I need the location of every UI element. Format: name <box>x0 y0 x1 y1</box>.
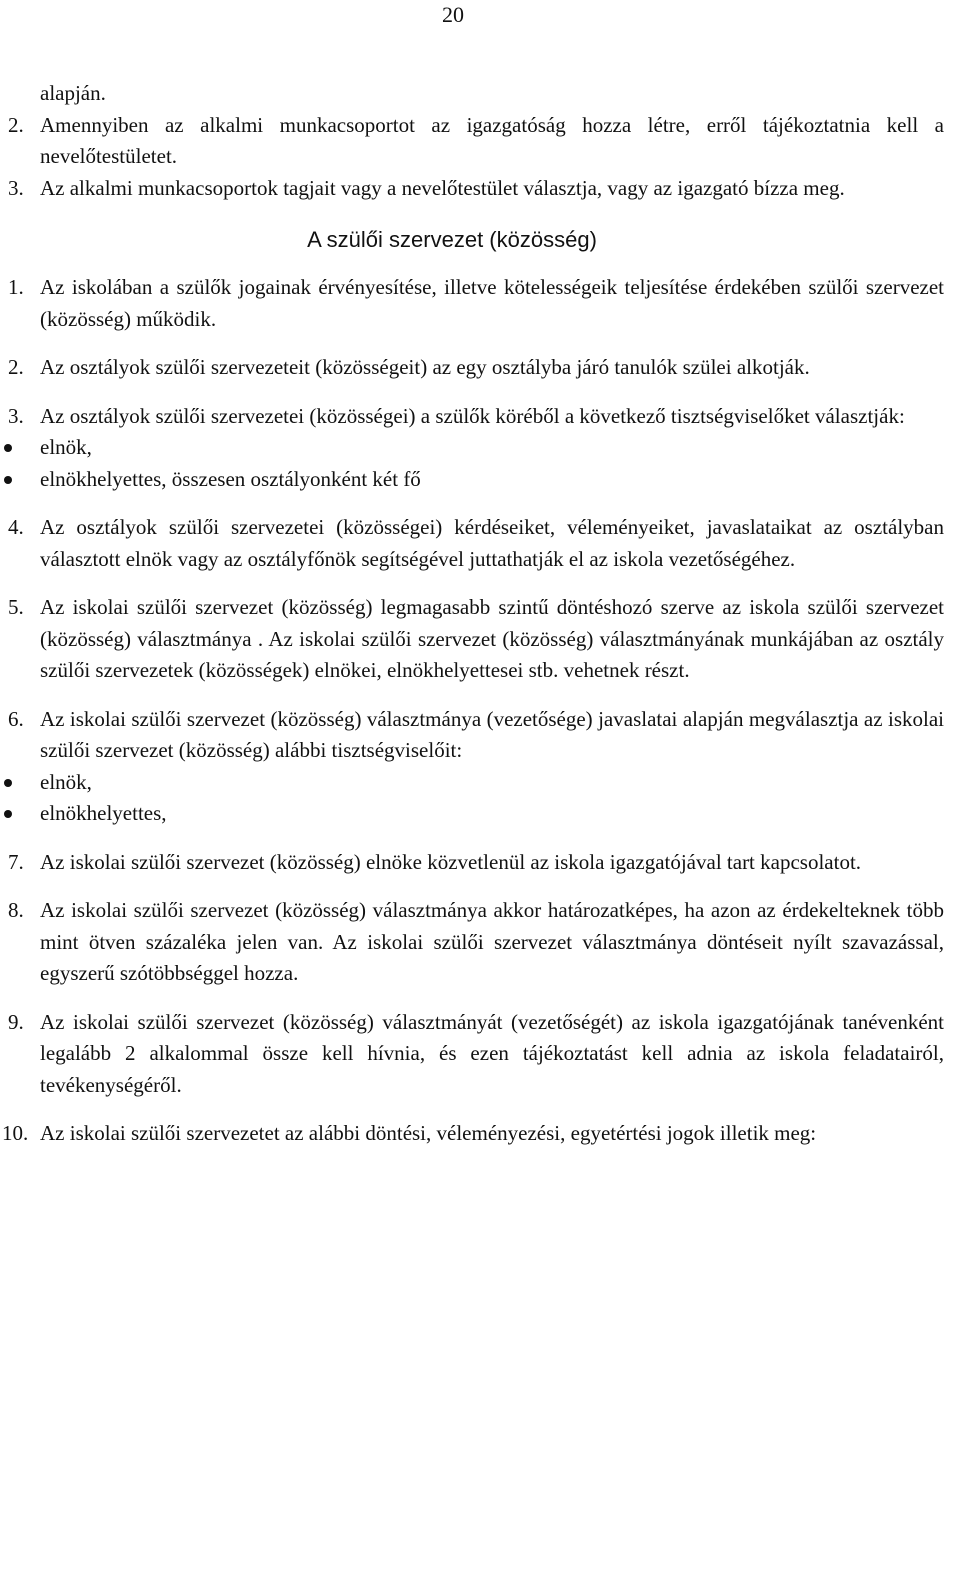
document-body <box>0 78 960 1150</box>
section-heading <box>0 226 904 254</box>
item-number: 3. <box>8 175 24 200</box>
bullet-list <box>0 767 944 830</box>
list-item <box>0 1007 944 1102</box>
item-text: Az iskolai szülői szervezet (közösség) elnöke közvetlenül az iskola igazgatójával tart kapcsolatot. <box>40 849 862 874</box>
item-number: 4. <box>8 515 24 539</box>
item-text: Az iskolai szülői szervezet (közösség) választmánya akkor határozatképes, ha azon az érdekelteknek több mint ötven százaléka jelen van. Az iskolai szülői szervezet választmánya döntéseit nyílt szavazással, egyszerű szótöbbséggel hozza. <box>40 898 944 985</box>
item-number: 7. <box>8 849 24 874</box>
list-item <box>0 847 944 879</box>
bullet-item <box>0 798 944 830</box>
item-text: Az alkalmi munkacsoportok tagjait vagy a nevelőtestület választja, vagy az igazgató bízza meg. <box>40 175 845 200</box>
item-number: 5. <box>8 595 24 619</box>
bullet-icon <box>4 810 12 818</box>
list-item <box>0 704 944 830</box>
item-text: Az iskolai szülői szervezetet az alábbi döntési, véleményezési, egyetértési jogok illetik meg: <box>40 1121 817 1145</box>
bullet-icon <box>4 779 12 787</box>
bullet-item <box>0 432 944 464</box>
section-heading-text: A szülői szervezet (közösség) <box>307 227 597 252</box>
list-item <box>0 401 944 496</box>
item-text: Az iskolában a szülők jogainak érvényesítése, illetve kötelességeik teljesítése érdekében szülői szervezet (közösség) működik. <box>40 275 944 331</box>
item-text: Az osztályok szülői szervezeteit (közösségeit) az egy osztályba járó tanulók szülei alkotják. <box>40 355 810 379</box>
list-item <box>0 895 944 990</box>
list-item <box>0 110 944 173</box>
bullet-list <box>0 432 944 495</box>
list-item <box>0 1118 944 1150</box>
item-number: 2. <box>8 355 24 379</box>
intro-continuation: alapján. <box>40 81 106 105</box>
item-number: 8. <box>8 898 24 922</box>
item-text: Amennyiben az alkalmi munkacsoportot az igazgatóság hozza létre, erről tájékoztatnia kell a nevelőtestületet. <box>40 112 944 168</box>
item-number: 2. <box>8 112 24 137</box>
item-number: 3. <box>8 403 24 428</box>
bullet-item <box>0 464 944 496</box>
bullet-text: elnök, <box>40 769 92 794</box>
list-item <box>0 173 944 205</box>
bullet-icon <box>4 444 12 452</box>
list-item <box>0 352 944 384</box>
item-number: 1. <box>8 275 24 299</box>
item-number: 9. <box>8 1009 24 1034</box>
list-item <box>0 512 944 575</box>
list-item <box>0 592 944 687</box>
item-text: Az iskolai szülői szervezet (közösség) választmányát (vezetőségét) az iskola igazgatójának tanévenként legalább 2 alkalommal össze kell hívnia, és ezen tájékoztatást kell adnia az iskola feladatairól, tevékenységéről. <box>40 1009 944 1097</box>
bullet-text: elnökhelyettes, összesen osztályonként két fő <box>40 466 421 491</box>
bullet-icon <box>4 476 12 484</box>
item-text: Az osztályok szülői szervezetei (közösségei) a szülők köréből a következő tisztségviselőket választják: <box>40 403 905 428</box>
item-number: 6. <box>8 706 24 731</box>
page-number: 20 <box>442 2 464 27</box>
bullet-item <box>0 767 944 799</box>
bullet-text: elnök, <box>40 435 92 459</box>
bullet-text: elnökhelyettes, <box>40 801 167 825</box>
item-text: Az iskolai szülői szervezet (közösség) választmánya (vezetősége) javaslatai alapján megválasztja az iskolai szülői szervezet (közösség) alábbi tisztségviselőit: <box>40 706 944 762</box>
item-number: 10. <box>2 1121 29 1145</box>
item-text: Az osztályok szülői szervezetei (közösségei) kérdéseiket, véleményeiket, javaslataikat az osztályban választott elnök vagy az osztályfőnök segítségével juttathatják el az iskola vezetőségéhez. <box>40 515 944 571</box>
list-item <box>0 272 944 335</box>
item-text: Az iskolai szülői szervezet (közösség) legmagasabb szintű döntéshozó szerve az iskola szülői szervezet (közösség) választmánya . Az iskolai szülői szervezet (közösség) választmányának munkájában az osztály szülői szervezetek (közösségek) elnökei, elnökhelyettesei stb. vehetnek részt. <box>40 595 944 682</box>
